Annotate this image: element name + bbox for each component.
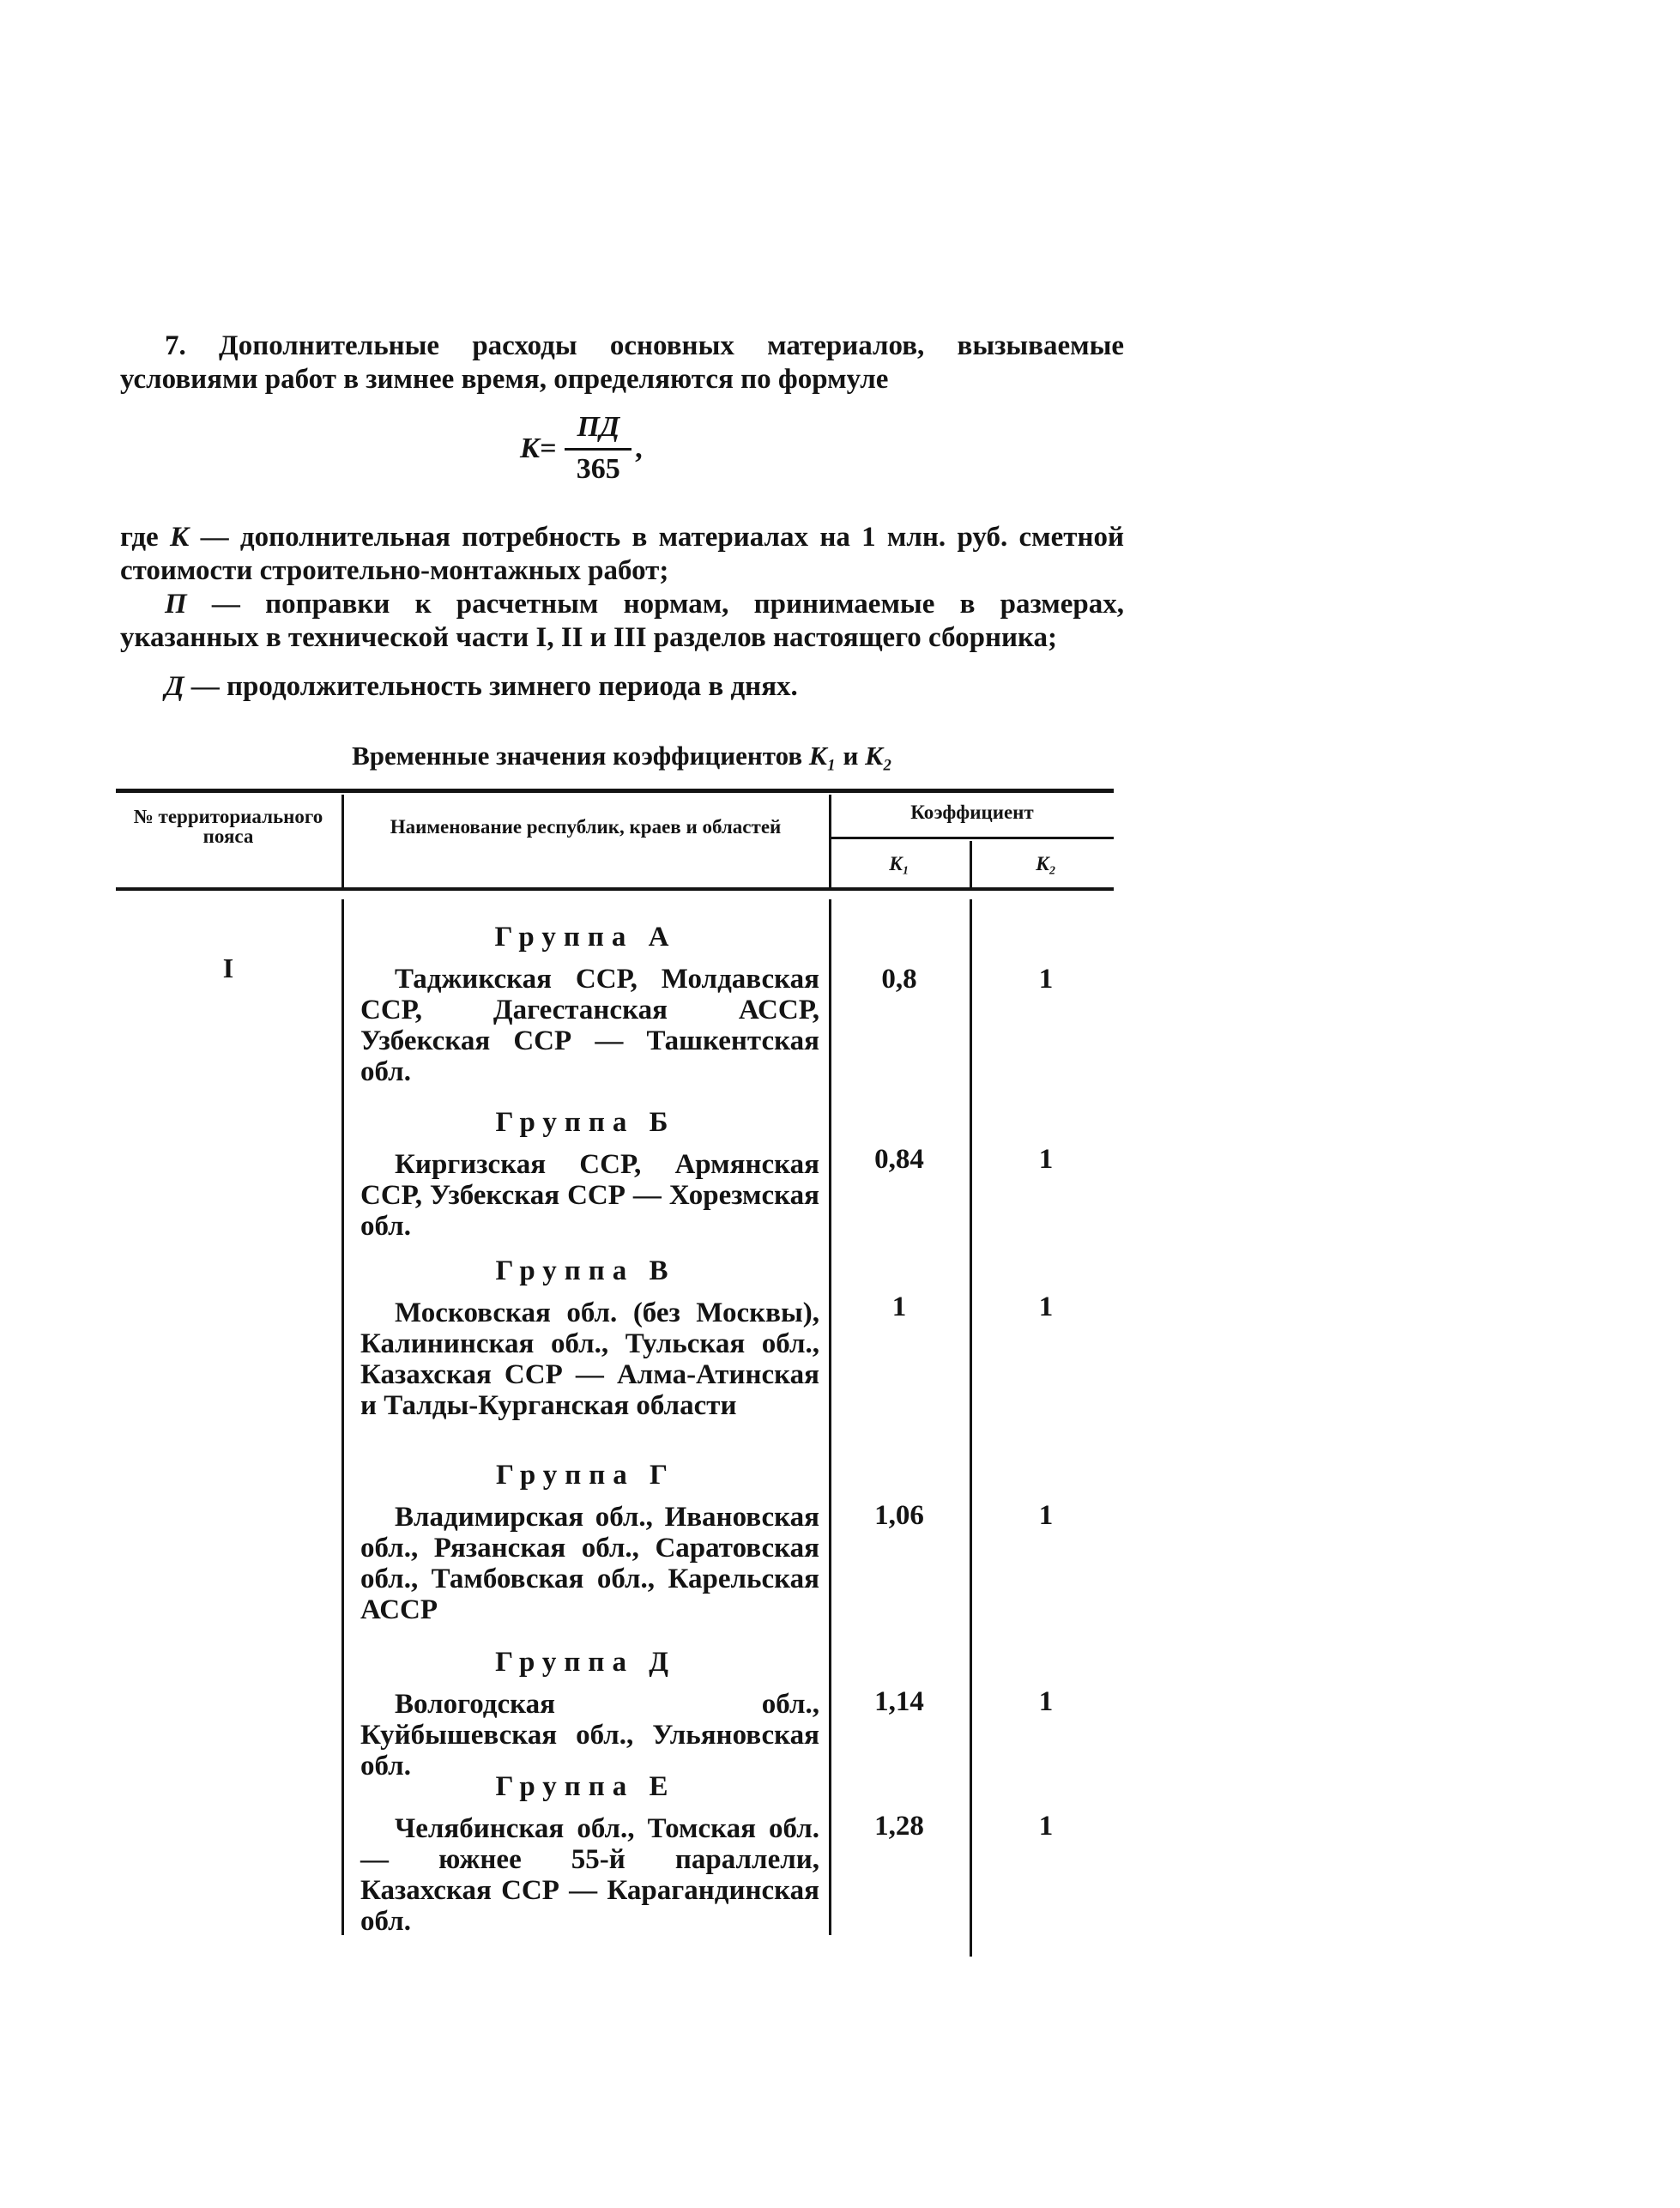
formula-denominator: 365 [576, 453, 620, 485]
body-divider-3 [970, 899, 972, 1957]
definition-symbol: П [165, 589, 187, 620]
group-regions: Киргизская ССР, Армянская ССР, Узбекская ССР — Хорезмская обл. [360, 1149, 819, 1242]
coef-subheader-rule [831, 837, 1114, 839]
formula [520, 410, 643, 487]
group-title: Группа Б [495, 1107, 676, 1138]
group-row [343, 1644, 828, 1782]
table-top-rule [116, 789, 1114, 793]
k2-value: 1 [1038, 1292, 1054, 1322]
header-divider-1 [341, 795, 344, 887]
group-regions: Вологодская обл., Куйбышевская обл., Ульяновская обл. [360, 1689, 819, 1782]
header-bottom-rule [116, 887, 1114, 891]
formula-fraction [565, 410, 632, 487]
group-title: Группа Е [495, 1771, 676, 1802]
definition-d: Д — продолжительность зимнего периода в днях. [165, 671, 798, 702]
group-title: Группа Г [495, 1460, 676, 1491]
k1-value: 1,28 [874, 1811, 924, 1842]
table-caption: Временные значения коэффициентов К₁ и К₂ [352, 741, 892, 771]
k2-value: 1 [1038, 1500, 1054, 1531]
header-k2: К₂ [1036, 853, 1056, 874]
k1-value: 1,06 [874, 1500, 924, 1531]
header-coefficient: Коэффициент [910, 802, 1034, 823]
header-zone: № территориального пояса [133, 806, 323, 847]
zone-number: I [222, 953, 234, 983]
group-title: Группа А [494, 922, 677, 953]
group-title: Группа Д [495, 1647, 676, 1678]
header-name: Наименование республик, краев и областей [390, 816, 782, 838]
group-row [343, 1769, 828, 1937]
body-divider-2 [829, 899, 831, 1935]
k1-value: 1,14 [874, 1686, 924, 1717]
k2-value: 1 [1038, 1686, 1054, 1717]
formula-lhs: К= [520, 432, 557, 464]
formula-numerator: ПД [565, 410, 632, 451]
k1-value: 1 [891, 1292, 907, 1322]
k1-value: 0,84 [874, 1144, 924, 1175]
group-row [343, 919, 828, 1087]
formula-tail: , [635, 432, 643, 464]
group-row [343, 1253, 828, 1421]
group-regions: Московская обл. (без Москвы), Калининская обл., Тульская обл., Казахская ССР — Алма-Атинская и Талды-Курганская области [360, 1298, 819, 1421]
k1-value: 0,8 [881, 964, 917, 995]
header-divider-3 [970, 841, 972, 887]
definition-p: П — поправки к расчетным нормам, принимаемые в размерах, указанных в технической части I, II и III разделов настоящего сборника; [120, 589, 1124, 653]
group-regions: Таджикская ССР, Молдавская ССР, Дагестанская АССР, Узбекская ССР — Ташкентская обл. [360, 964, 819, 1087]
k2-value: 1 [1038, 1144, 1054, 1175]
group-row [343, 1457, 828, 1625]
group-row [343, 1104, 828, 1242]
header-k1: К₁ [889, 853, 909, 874]
intro-paragraph: 7. Дополнительные расходы основных материалов, вызываемые условиями работ в зимнее время, определяются по формуле [120, 330, 1124, 395]
definition-k: где К — дополнительная потребность в материалах на 1 млн. руб. сметной стоимости строительно-монтажных работ; [120, 522, 1124, 586]
group-title: Группа В [495, 1255, 676, 1286]
group-regions: Челябинская обл., Томская обл. — южнее 55-й параллели, Казахская ССР — Карагандинская обл. [360, 1813, 819, 1937]
definition-symbol: К [169, 522, 190, 553]
k2-value: 1 [1038, 964, 1054, 995]
group-regions: Владимирская обл., Ивановская обл., Рязанская обл., Саратовская обл., Тамбовская обл., Карельская АССР [360, 1502, 819, 1625]
k2-value: 1 [1038, 1811, 1054, 1842]
definition-symbol: Д [165, 671, 184, 702]
